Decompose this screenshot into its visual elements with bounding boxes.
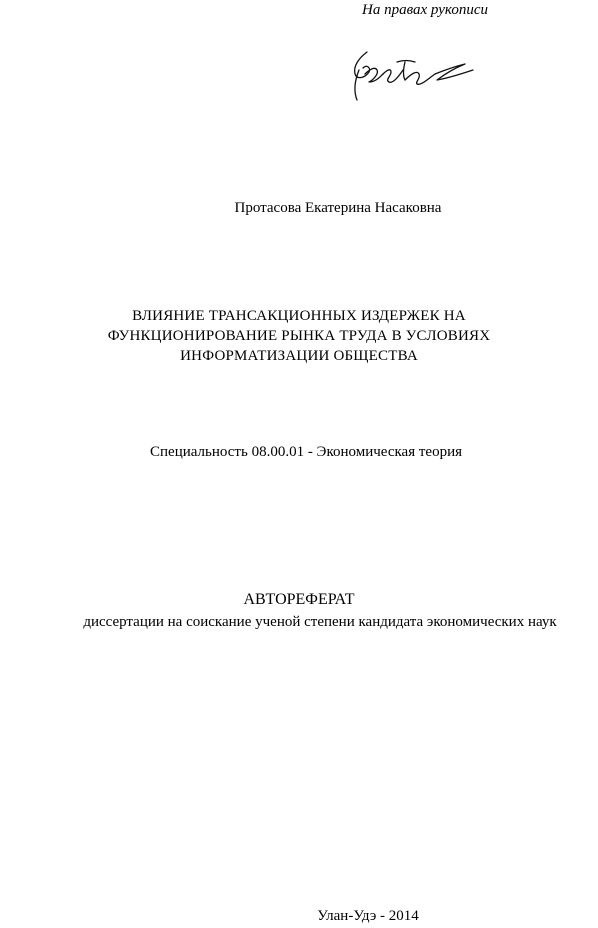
title-line: ФУНКЦИОНИРОВАНИЕ РЫНКА ТРУДА В УСЛОВИЯХ: [107, 328, 491, 344]
document-description: диссертации на соискание ученой степени кандидата экономических наук: [83, 614, 557, 630]
rights-note: На правах рукописи: [362, 2, 488, 18]
specialty-line: Специальность 08.00.01 - Экономическая теория: [150, 444, 462, 460]
handwritten-signature: [345, 44, 480, 104]
dissertation-title: [0, 306, 598, 366]
author-name: Протасова Екатерина Насаковна: [234, 200, 442, 216]
title-line: ИНФОРМАТИЗАЦИИ ОБЩЕСТВА: [180, 348, 418, 364]
title-line: ВЛИЯНИЕ ТРАНСАКЦИОННЫХ ИЗДЕРЖЕК НА: [132, 308, 466, 324]
document-type: АВТОРЕФЕРАТ: [243, 591, 355, 608]
place-and-year: Улан-Удэ - 2014: [317, 908, 419, 924]
